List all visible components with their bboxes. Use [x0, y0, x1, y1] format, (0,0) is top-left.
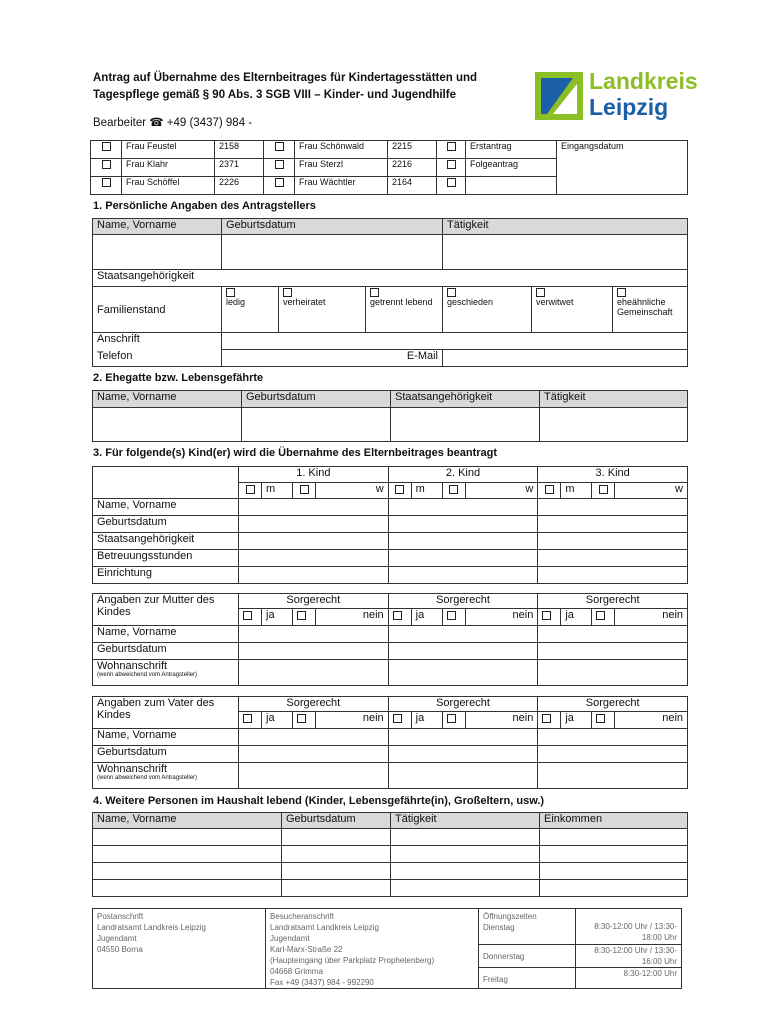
- children-table: [92, 466, 688, 584]
- status-label: getrennt lebend: [370, 297, 433, 308]
- visitor-address: Besucheranschrift Landratsamt Landkreis Leipzig Jugendamt Karl-Marx-Straße 22 (Haupteingang über Parkplatz Prophetenberg) 04668 Grimma Fax +49 (3437) 984 - 992290: [266, 909, 479, 989]
- row-label: Betreuungsstunden: [93, 550, 239, 567]
- row-label: Geburtsdatum: [93, 643, 239, 660]
- partner-nationality-input[interactable]: [391, 408, 540, 442]
- col-header: Name, Vorname: [93, 813, 282, 829]
- kid-1-header: 1. Kind: [239, 467, 389, 483]
- household-cell[interactable]: [93, 846, 282, 863]
- m-label: m: [561, 483, 592, 499]
- address-input[interactable]: [222, 333, 688, 350]
- no-label: nein: [615, 712, 688, 729]
- postal-address: Postanschrift Landratsamt Landkreis Leipzig Jugendamt 04550 Borna: [93, 909, 266, 989]
- erstantrag-label: Erstantrag: [466, 141, 557, 159]
- w-label: w: [615, 483, 688, 499]
- kid2-w-checkbox[interactable]: [449, 485, 458, 494]
- checkbox-ledig[interactable]: [226, 288, 235, 297]
- folgeantrag-label: Folgeantrag: [466, 159, 557, 177]
- yes-label: ja: [561, 609, 592, 626]
- partner-dob-input[interactable]: [242, 408, 391, 442]
- staff-ext: 2158: [215, 141, 264, 159]
- family-label: Familienstand: [93, 287, 222, 333]
- staff-name: Frau Sterzl: [295, 159, 388, 177]
- row-label: Name, Vorname: [93, 499, 239, 516]
- household-cell[interactable]: [282, 880, 391, 897]
- yes-label: ja: [411, 609, 442, 626]
- checkbox-folgeantrag[interactable]: [447, 160, 456, 169]
- household-cell[interactable]: [540, 863, 688, 880]
- logo-text-2: Leipzig: [589, 94, 669, 120]
- section-2-heading: 2. Ehegatte bzw. Lebensgefährte: [93, 372, 264, 384]
- dob-label: Geburtsdatum: [222, 219, 443, 235]
- staff-ext: 2371: [215, 159, 264, 177]
- status-label: verwitwet: [536, 297, 574, 308]
- kid2-m-checkbox[interactable]: [395, 485, 404, 494]
- section-2-table: [92, 390, 688, 442]
- job-input[interactable]: [443, 235, 688, 270]
- m-label: m: [262, 483, 293, 499]
- hours-day: Donnerstag: [479, 944, 576, 967]
- mother2-yes-checkbox[interactable]: [393, 611, 402, 620]
- household-cell[interactable]: [540, 880, 688, 897]
- nationality-label: Staatsangehörigkeit: [93, 270, 688, 287]
- status-label: geschieden: [447, 297, 494, 308]
- kid3-w-checkbox[interactable]: [599, 485, 608, 494]
- section-1-table: [92, 218, 688, 367]
- checkbox-feustel[interactable]: [102, 142, 111, 151]
- job-label: Tätigkeit: [540, 391, 688, 408]
- custody-label: Sorgerecht: [538, 594, 688, 609]
- staff-name: Frau Wächtler: [295, 177, 388, 195]
- kid-3-header: 3. Kind: [538, 467, 688, 483]
- staff-name: Frau Feustel: [122, 141, 215, 159]
- section-4-heading: 4. Weitere Personen im Haushalt lebend (Kinder, Lebensgefährte(in), Großeltern, usw.): [93, 795, 545, 807]
- kid3-m-checkbox[interactable]: [545, 485, 554, 494]
- mother-table: [92, 593, 688, 686]
- father2-no-checkbox[interactable]: [447, 714, 456, 723]
- yes-label: ja: [262, 609, 293, 626]
- dob-input[interactable]: [222, 235, 443, 270]
- w-label: w: [465, 483, 538, 499]
- kid1-w-checkbox[interactable]: [300, 485, 309, 494]
- bearbeiter-line: Bearbeiter ☎ +49 (3437) 984 -: [93, 117, 253, 129]
- staff-ext: 2226: [215, 177, 264, 195]
- hours-day: Freitag: [479, 968, 576, 989]
- hours-day: Öffnungszeiten Dienstag: [479, 909, 576, 945]
- partner-name-input[interactable]: [93, 408, 242, 442]
- status-label: eheähnliche Gemeinschaft: [617, 297, 673, 318]
- custody-label: Sorgerecht: [239, 697, 389, 712]
- m-label: m: [411, 483, 442, 499]
- yes-label: ja: [262, 712, 293, 729]
- custody-label: Sorgerecht: [388, 697, 538, 712]
- kid1-m-checkbox[interactable]: [246, 485, 255, 494]
- father1-yes-checkbox[interactable]: [243, 714, 252, 723]
- no-label: nein: [615, 609, 688, 626]
- row-label: Name, Vorname: [93, 626, 239, 643]
- checkbox-getrennt[interactable]: [370, 288, 379, 297]
- footer-table: [92, 908, 682, 989]
- staff-name: Frau Schönwald: [295, 141, 388, 159]
- logo-text-1: Landkreis: [589, 68, 698, 94]
- job-label: Tätigkeit: [443, 219, 688, 235]
- checkbox-sterzl[interactable]: [275, 160, 284, 169]
- name-input[interactable]: [93, 235, 222, 270]
- hours-times: 8:30-12:00 Uhr / 13:30-18:00 Uhr: [576, 909, 682, 945]
- email-input[interactable]: [443, 350, 688, 367]
- household-cell[interactable]: [391, 863, 540, 880]
- name-label: Name, Vorname: [93, 391, 242, 408]
- staff-name: Frau Klahr: [122, 159, 215, 177]
- father1-no-checkbox[interactable]: [297, 714, 306, 723]
- eingangsdatum-label: Eingangsdatum: [557, 141, 688, 195]
- checkbox-waechtler[interactable]: [275, 178, 284, 187]
- household-cell[interactable]: [282, 863, 391, 880]
- father-table: [92, 696, 688, 789]
- no-label: nein: [316, 712, 389, 729]
- father2-yes-checkbox[interactable]: [393, 714, 402, 723]
- row-label: Staatsangehörigkeit: [93, 533, 239, 550]
- col-header: Einkommen: [540, 813, 688, 829]
- no-label: nein: [465, 712, 538, 729]
- hours-times: 8:30-12:00 Uhr / 13:30-16:00 Uhr: [576, 944, 682, 967]
- hours-times: 8:30-12:00 Uhr: [576, 968, 682, 989]
- status-label: ledig: [226, 297, 246, 308]
- note: (wenn abweichend vom Antragsteller): [97, 672, 198, 678]
- checkbox-verwitwet[interactable]: [536, 288, 545, 297]
- father3-no-checkbox[interactable]: [596, 714, 605, 723]
- name-label: Name, Vorname: [93, 219, 222, 235]
- row-label: Wohnanschrift: [97, 660, 168, 672]
- staff-name: Frau Schöffel: [122, 177, 215, 195]
- yes-label: ja: [561, 712, 592, 729]
- staff-table: [90, 140, 688, 195]
- checkbox-schoenwald[interactable]: [275, 142, 284, 151]
- title-line-1: Antrag auf Übernahme des Elternbeitrages für Kindertagesstätten und: [93, 72, 478, 84]
- mother2-no-checkbox[interactable]: [447, 611, 456, 620]
- household-cell[interactable]: [282, 829, 391, 846]
- row-label: Einrichtung: [93, 567, 239, 584]
- status-label: verheiratet: [283, 297, 326, 308]
- kid-2-header: 2. Kind: [388, 467, 538, 483]
- address-label: Anschrift: [93, 333, 222, 350]
- col-header: Tätigkeit: [391, 813, 540, 829]
- father3-yes-checkbox[interactable]: [542, 714, 551, 723]
- custody-label: Sorgerecht: [538, 697, 688, 712]
- section-3-heading: 3. Für folgende(s) Kind(er) wird die Übernahme des Elternbeitrages beantragt: [93, 447, 498, 459]
- household-cell[interactable]: [540, 829, 688, 846]
- row-label: Name, Vorname: [93, 729, 239, 746]
- mother1-no-checkbox[interactable]: [297, 611, 306, 620]
- no-label: nein: [316, 609, 389, 626]
- nationality-label: Staatsangehörigkeit: [391, 391, 540, 408]
- yes-label: ja: [411, 712, 442, 729]
- checkbox-schoeffel[interactable]: [102, 178, 111, 187]
- checkbox-erstantrag[interactable]: [447, 142, 456, 151]
- col-header: Geburtsdatum: [282, 813, 391, 829]
- checkbox-klahr[interactable]: [102, 160, 111, 169]
- household-cell[interactable]: [391, 829, 540, 846]
- household-table: [92, 812, 688, 897]
- mother1-yes-checkbox[interactable]: [243, 611, 252, 620]
- title-line-2: Tagespflege gemäß § 90 Abs. 3 SGB VIII – Kinder- und Jugendhilfe: [93, 89, 456, 101]
- no-label: nein: [465, 609, 538, 626]
- staff-ext: 2215: [388, 141, 437, 159]
- row-label: Geburtsdatum: [93, 516, 239, 533]
- dob-label: Geburtsdatum: [242, 391, 391, 408]
- father-label: Angaben zum Vater des Kindes: [93, 697, 239, 729]
- row-label: Wohnanschrift: [97, 763, 168, 775]
- household-cell[interactable]: [391, 846, 540, 863]
- checkbox-verheiratet[interactable]: [283, 288, 292, 297]
- partner-job-input[interactable]: [540, 408, 688, 442]
- mother-label: Angaben zur Mutter des Kindes: [93, 594, 239, 626]
- logo-mark-icon: [533, 70, 585, 122]
- custody-label: Sorgerecht: [239, 594, 389, 609]
- checkbox-extra[interactable]: [447, 178, 456, 187]
- row-label: Geburtsdatum: [93, 746, 239, 763]
- household-cell[interactable]: [93, 863, 282, 880]
- household-cell[interactable]: [93, 880, 282, 897]
- form-title: [93, 70, 533, 104]
- household-cell[interactable]: [282, 846, 391, 863]
- phone-label: Telefon: [93, 350, 222, 367]
- household-cell[interactable]: [540, 846, 688, 863]
- section-1-heading: 1. Persönliche Angaben des Antragstellers: [93, 200, 316, 212]
- mother3-yes-checkbox[interactable]: [542, 611, 551, 620]
- custody-label: Sorgerecht: [388, 594, 538, 609]
- household-cell[interactable]: [93, 829, 282, 846]
- staff-ext: 2216: [388, 159, 437, 177]
- household-cell[interactable]: [391, 880, 540, 897]
- logo: [533, 68, 698, 124]
- w-label: w: [316, 483, 389, 499]
- checkbox-ehe[interactable]: [617, 288, 626, 297]
- email-label: E-Mail: [222, 350, 443, 367]
- checkbox-geschieden[interactable]: [447, 288, 456, 297]
- staff-ext: 2164: [388, 177, 437, 195]
- note: (wenn abweichend vom Antragsteller): [97, 775, 198, 781]
- mother3-no-checkbox[interactable]: [596, 611, 605, 620]
